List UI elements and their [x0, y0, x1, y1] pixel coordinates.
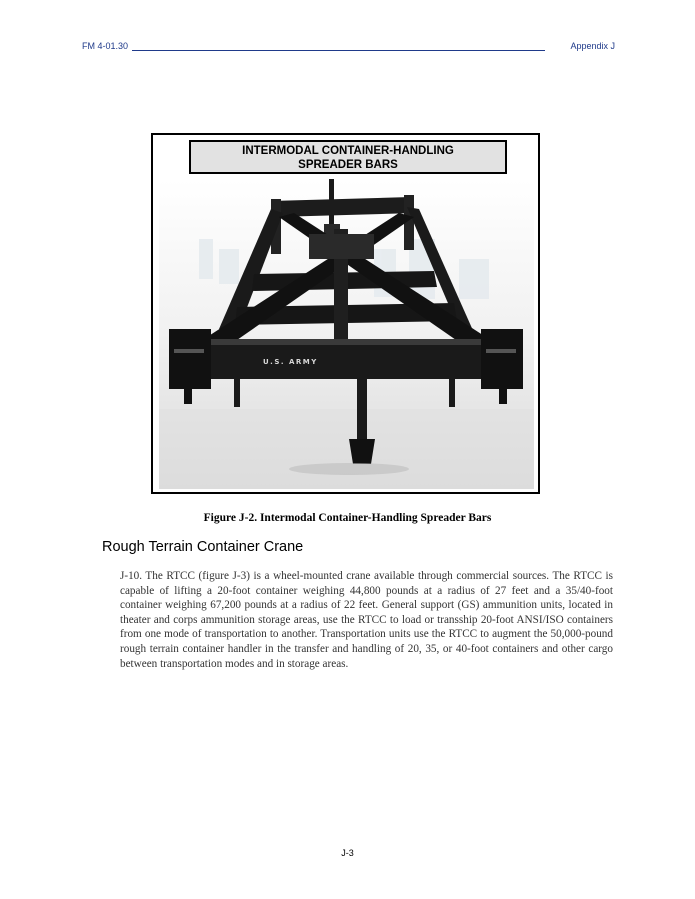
- running-header: [82, 41, 615, 53]
- header-appendix-label: Appendix J: [570, 41, 615, 51]
- figure-title-line-2: SPREADER BARS: [298, 159, 398, 171]
- photo-stencil-text: U.S. ARMY: [263, 358, 318, 366]
- page-number: J-3: [341, 848, 354, 858]
- figure-title-line-1: INTERMODAL CONTAINER-HANDLING: [242, 145, 454, 157]
- section-heading: Rough Terrain Container Crane: [102, 539, 304, 555]
- figure-title-box: [189, 140, 507, 174]
- figure-frame: [151, 133, 540, 494]
- header-rule: [132, 50, 545, 51]
- body-paragraph: J-10. The RTCC (figure J-3) is a wheel-mounted crane available through commercial sources. The RTCC is capable of lifting a 20-foot container weighing 44,800 pounds at a radius of 27 feet and a 35/40-foot container weighing 67,200 pounds at a radius of 22 feet. General support (GS) ammunition units, located in theater and corps ammunition storage areas, use the RTCC to load or transship 20-foot ANSI/ISO containers from one mode of transportation to another. Transportation units use the RTCC to augment the 50,000-pound rough terrain container handler in the transfer and handling of 20, 35, or 40-foot containers and other cargo between transportation modes and in storage areas.: [120, 570, 613, 670]
- header-publication-id: FM 4-01.30: [82, 41, 129, 51]
- figure-caption: Figure J-2. Intermodal Container-Handling Spreader Bars: [203, 512, 492, 524]
- spreader-bar-photo: [159, 179, 534, 489]
